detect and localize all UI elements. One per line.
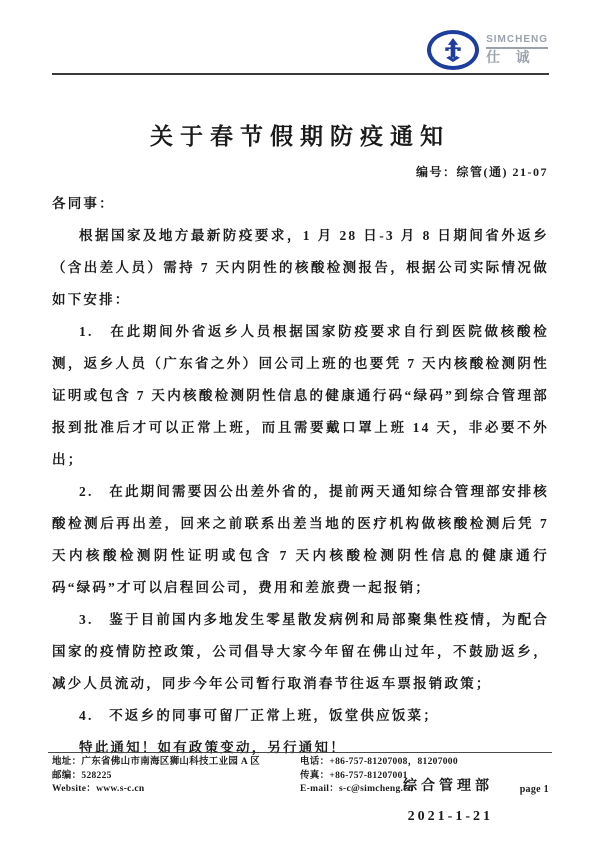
- brand-name-en: SIMCHENG: [486, 34, 548, 49]
- footer-website-value: www.s-c.cn: [96, 784, 145, 794]
- paragraph-item-4: 4. 不返乡的同事可留厂正常上班，饭堂供应饭菜；: [79, 708, 439, 723]
- signature-department: 综合管理部: [403, 779, 493, 794]
- footer-email-label: E-mail：: [300, 784, 340, 794]
- signature-date: 2021-1-21: [407, 809, 493, 824]
- salutation: 各同事：: [52, 196, 115, 211]
- paragraph-item-3: 3. 鉴于目前国内多地发生零星散发病例和局部聚集性疫情，为配合国家的疫情防控政策，公司倡导大家今年留在佛山过年，不鼓励返乡，减少人员流动，同步今年公司暂行取消春节往返车票报销政策；: [52, 612, 549, 691]
- paragraph-intro: 根据国家及地方最新防疫要求，1 月 28 日-3 月 8 日期间省外返乡（含出差人员）需持 7 天内阴性的核酸检测报告，根据公司实际情况做如下安排：: [52, 228, 549, 307]
- footer-right-column: [300, 756, 475, 797]
- brand-name-cn: 仕 诚: [486, 50, 536, 66]
- footer-postcode-label: 邮编：: [52, 770, 82, 781]
- simcheng-logo-icon: [427, 30, 479, 70]
- page-number: page 1: [519, 784, 549, 795]
- footer-website: [52, 783, 297, 797]
- footer-website-label: Website：: [52, 784, 97, 794]
- footer-fax-label: 传真：: [300, 770, 330, 781]
- footer-phone: [300, 756, 475, 770]
- brand-text: [486, 34, 548, 67]
- footer-postcode: [52, 770, 297, 784]
- footer-fax-value: +86-757-81207001: [329, 770, 408, 781]
- document-body: [52, 188, 549, 832]
- footer-phone-value: +86-757-81207008，81207000: [329, 757, 458, 767]
- paragraph-item-2: 2. 在此期间需要因公出差外省的，提前两天通知综合管理部安排核酸检测后再出差，回来之前联系出差当地的医疗机构做核酸检测后凭 7 天内核酸检测阴性证明或包含 7 天内核酸检测阴性信息的健康通行码“绿码”才可以启程回公司，费用和差旅费一起报销；: [52, 484, 549, 595]
- footer-email-value: s-c@simcheng.cn: [339, 784, 414, 794]
- footer-left-column: [52, 756, 297, 797]
- footer-address-label: 地址：: [52, 757, 82, 767]
- footer-fax: [300, 770, 475, 784]
- footer-phone-label: 电话：: [300, 757, 330, 767]
- footer-address-value: 广东省佛山市南海区狮山科技工业园 A 区: [81, 757, 260, 767]
- footer-divider: [48, 752, 552, 753]
- company-logo: [427, 30, 548, 70]
- footer-address: [52, 756, 297, 770]
- simcheng-emblem-icon: [442, 38, 464, 62]
- header-divider: [52, 73, 549, 75]
- paragraph-item-1: 1. 在此期间外省返乡人员根据国家防疫要求自行到医院做核酸检测，返乡人员（广东省之外）回公司上班的也要凭 7 天内核酸检测阴性证明或包含 7 天内核酸检测阴性信息的健康通行码“绿码”到综合管理部报到批准后才可以正常上班，而且需要戴口罩上班 14 天，非必要不外出；: [52, 324, 549, 467]
- closing-line: 特此通知！如有政策变动，另行通知！: [79, 740, 346, 755]
- footer-postcode-value: 528225: [81, 770, 112, 781]
- document-number: 编号：综管(通) 21-07: [416, 165, 548, 179]
- footer-email: [300, 783, 475, 797]
- page-title: 关于春节假期防疫通知: [150, 124, 450, 149]
